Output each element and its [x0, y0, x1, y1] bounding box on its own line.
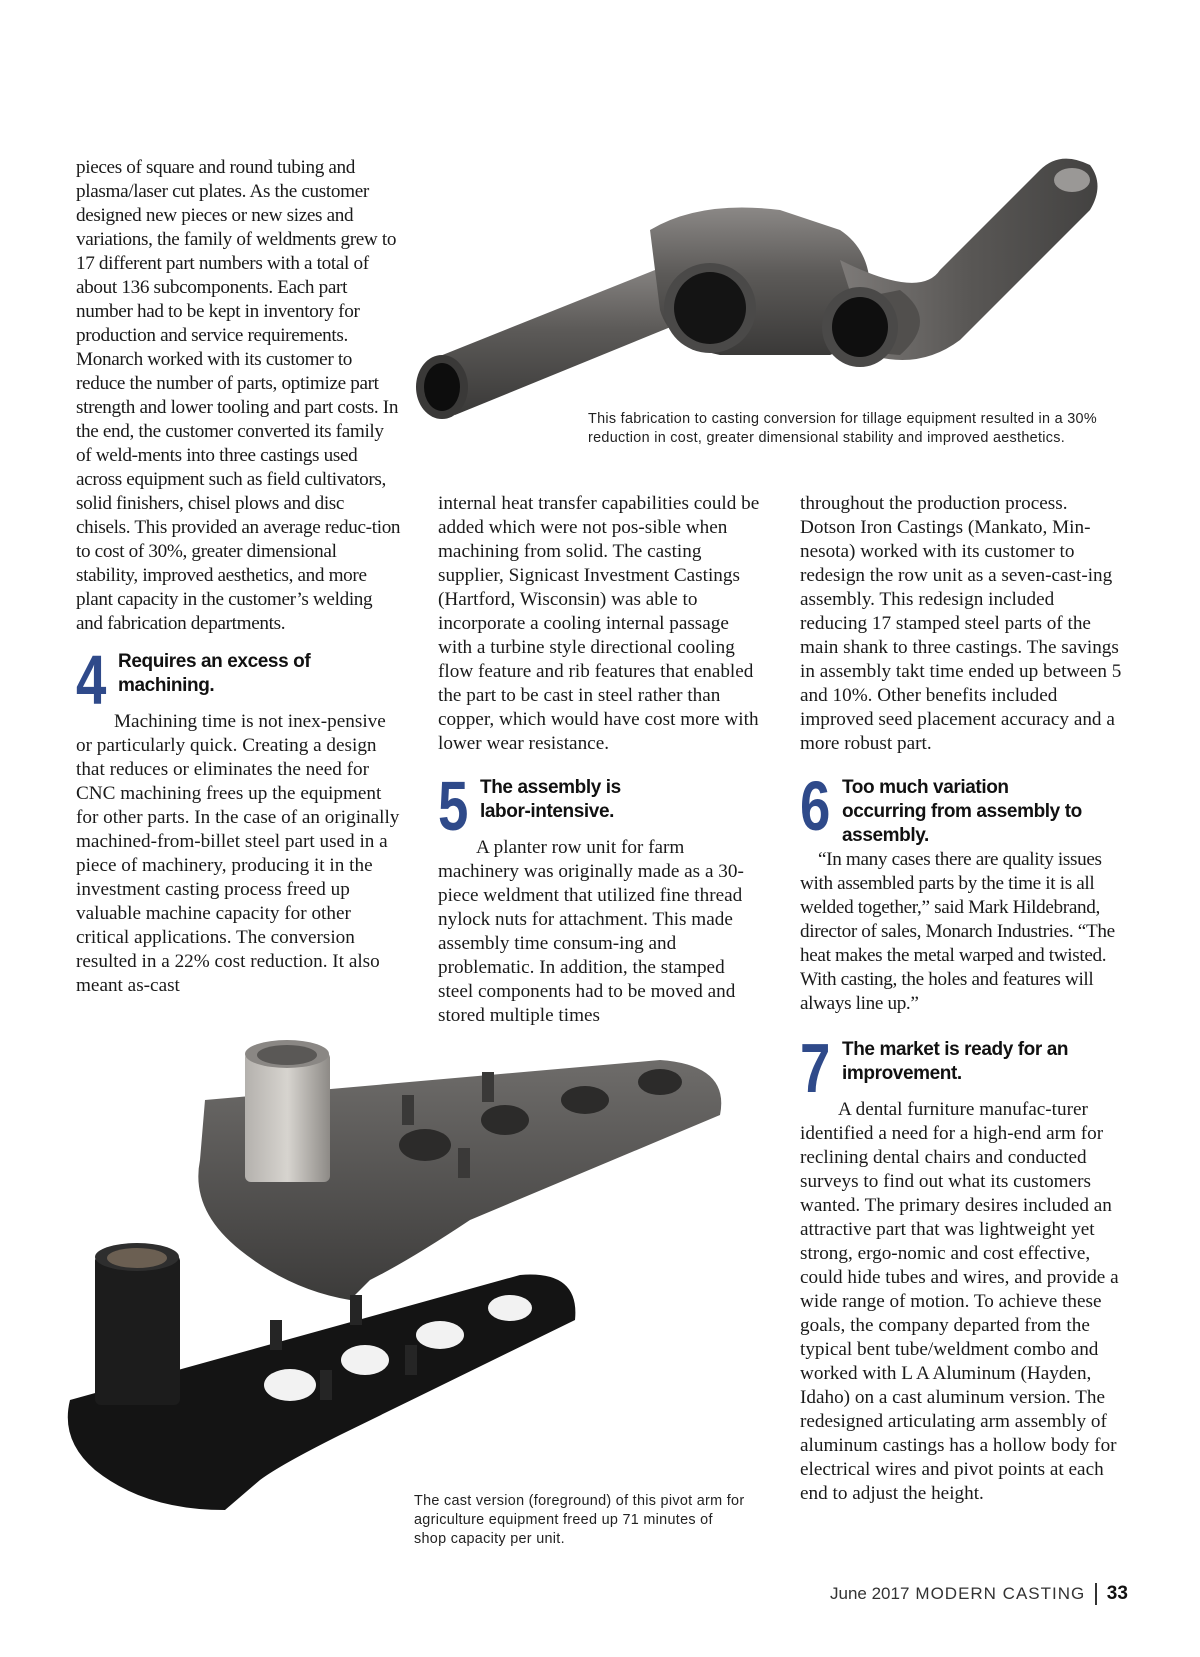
- section-6-body: “In many cases there are quality issues with assembled parts by the time it is all welded together,” said Mark Hildebrand, director of sales, Monarch Industries. “The heat makes the metal warped and twisted. With casting, the holes and features will always line up.”: [800, 849, 1115, 1014]
- col2-paragraph: internal heat transfer capabilities could be added which were not pos-sible when machining from solid. The casting supplier, Signicast Investment Castings (Hartford, Wisconsin) was able to incorporate a cooling internal passage with a turbine style directional cooling flow feature and rib features that enabled the part to be cast in steel rather than copper, which would have cost more with lower wear resistance.: [438, 493, 760, 754]
- bottom-photo-caption: The cast version (foreground) of this pivot arm for agriculture equipment freed up 71 minutes of shop capacity per unit.: [414, 1493, 745, 1547]
- tillage-casting-photo: [400, 140, 1120, 440]
- section-4-heading: [76, 641, 402, 719]
- section-number-7: 7: [800, 1029, 831, 1107]
- footer-date: June 2017: [830, 1584, 910, 1603]
- section-6-heading: [800, 767, 1126, 848]
- col1-paragraph: pieces of square and round tubing and plasma/laser cut plates. As the customer designed new pieces or new sizes and variations, the family of weldments grew to 17 different part numbers with a total of about 136 subcomponents. Each part number had to be kept in inventory for production and service requirements. Monarch worked with its customer to reduce the number of parts, optimize part strength and lower tooling and part costs. In the end, the customer converted its family of weld-ments into three castings used across equipment such as field cultivators, solid finishers, chisel plows and disc chisels. This provided an average reduc-tion to cost of 30%, greater dimensional stability, improved aesthetics, and more plant capacity in the customer’s welding and fabrication departments.: [76, 157, 401, 634]
- section-6-title: Too much variation occurring from assembly to assembly.: [842, 777, 1082, 846]
- section-4-title: Requires an excess of machining.: [118, 651, 311, 696]
- top-photo-caption: This fabrication to casting conversion for tillage equipment resulted in a 30% reduction in cost, greater dimensional stability and improved aesthetics.: [588, 411, 1097, 446]
- section-number-4: 4: [76, 641, 107, 719]
- section-number-5: 5: [438, 767, 469, 845]
- column-2: [438, 492, 760, 1028]
- section-number-6: 6: [800, 767, 831, 845]
- section-5-body: A planter row unit for farm machinery was originally made as a 30-piece weldment that utilized fine thread nylock nuts for attachment. This made assembly time consum-ing and problematic. In addition, the stamped steel components had to be moved and stored multiple times: [438, 837, 744, 1026]
- footer-divider: [1095, 1583, 1097, 1605]
- page-footer: [830, 1580, 1130, 1608]
- section-4-body: Machining time is not inex-pensive or particularly quick. Creating a design that reduces or eliminates the need for CNC machining frees up the equipment for other parts. In the case of an originally machined-from-billet steel part used in a piece of machinery, producing it in the investment casting process freed up valuable machine capacity for other critical applications. The conversion resulted in a 22% cost reduction. It also meant as-cast: [76, 711, 400, 996]
- footer-magazine: MODERN CASTING: [915, 1584, 1086, 1603]
- page-number: 33: [1106, 1583, 1128, 1604]
- section-5-title: The assembly is labor-intensive.: [480, 777, 621, 822]
- section-5-heading: [438, 767, 760, 845]
- column-1: [76, 156, 402, 998]
- pivot-arm-photo: [50, 1040, 750, 1560]
- section-7-body: A dental furniture manufac-turer identified a need for a high-end arm for reclining dental chairs and conducted surveys to find out what its customers wanted. The primary desires included an attractive part that was lightweight yet strong, ergo-nomic and cost effective, could hide tubes and wires, and provide a wide range of motion. To achieve these goals, the company departed from the typical bent tube/weldment combo and worked with L A Aluminum (Hayden, Idaho) on a cast aluminum version. The redesigned articulating arm assembly of aluminum castings has a hollow body for electrical wires and pivot points at each end to adjust the height.: [800, 1099, 1119, 1504]
- section-7-heading: [800, 1029, 1126, 1107]
- col3-paragraph: throughout the production process. Dotson Iron Castings (Mankato, Min-nesota) worked with its customer to redesign the row unit as a seven-cast-ing assembly. This redesign included reducing 17 stamped steel parts of the main shank to three castings. The savings in assembly takt time ended up between 5 and 10%. Other benefits included improved seed placement accuracy and a more robust part.: [800, 493, 1122, 754]
- section-7-title: The market is ready for an improvement.: [842, 1039, 1069, 1084]
- column-3: [800, 492, 1126, 1506]
